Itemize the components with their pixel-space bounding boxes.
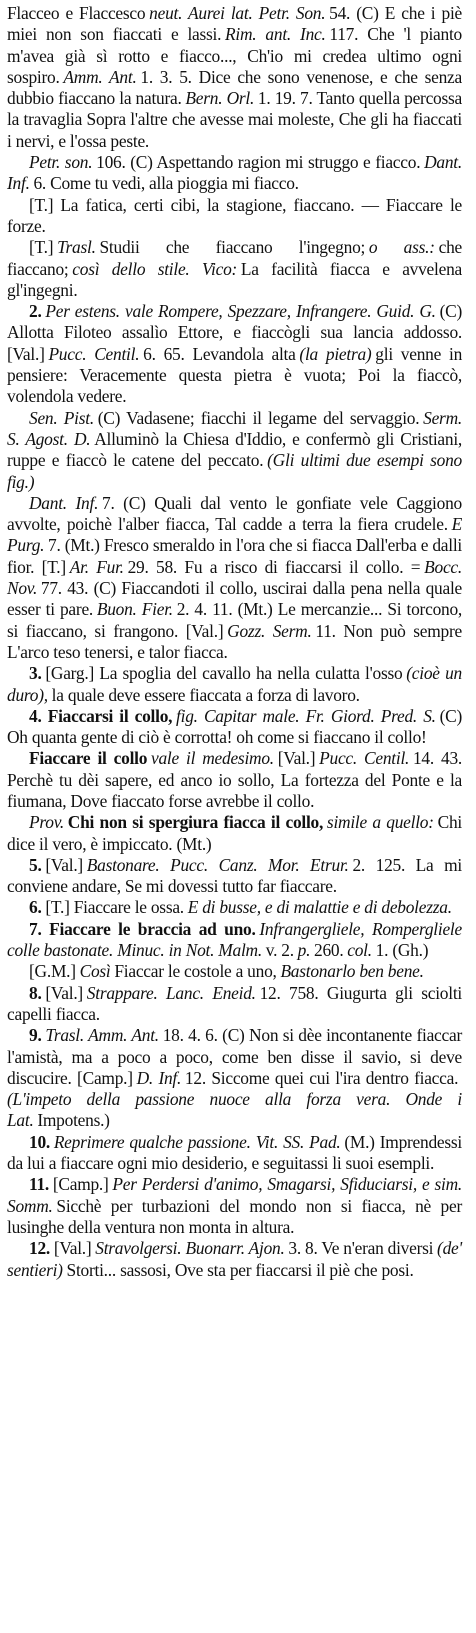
body-text: 1. (Gh.) xyxy=(375,940,429,961)
entry-paragraph xyxy=(7,855,462,898)
italic-text: Prov. xyxy=(29,812,64,833)
italic-text: Gozz. Serm. xyxy=(227,620,312,641)
body-text: 117. Che 'l pianto m'avea già sì rotto e fiacco..., Ch'io mi credea ultimo ogni sospiro. xyxy=(7,24,462,87)
body-text: 12. 758. Giugurta gli sciolti capelli fiacca. xyxy=(7,982,462,1024)
body-text: 2. 4. 11. (Mt.) Le mercanzie... Si torcono, si fiaccano, si frangono. [Val.] xyxy=(7,599,462,641)
italic-text: D. Inf. xyxy=(136,1067,182,1088)
body-text: 77. 43. (C) Fiaccandoti il collo, uscirai dalla pena nella quale esser ti pare. xyxy=(7,578,462,620)
entry-paragraph xyxy=(7,706,462,749)
italic-text: Petr. son. xyxy=(29,152,93,173)
entry-paragraph xyxy=(7,812,462,855)
italic-text: Infrangergliele, Romperglielе colle bastonate. Minuc. in Not. Malm. xyxy=(7,918,462,961)
body-text: 29. 58. Fu a risco di fiaccarsi il collo. = xyxy=(127,556,421,577)
bold-text: 10. xyxy=(29,1131,50,1152)
italic-text: Ar. Fur. xyxy=(69,556,124,577)
italic-text: p. xyxy=(297,940,311,961)
italic-text: (L'impeto della passione nuoce alla forza vera. Onde i Lat. xyxy=(7,1089,462,1131)
body-text: 6. 65. Levandola alta xyxy=(143,343,296,364)
body-text: 14. 43. Perchè tu dèi sapere, ed anco io sollo, La fortezza del Ponte e la fiumana, Dove fiaccato forse avrebbe il collo. xyxy=(7,748,462,811)
italic-text: Reprimere qualche passione. Vit. SS. Pad. xyxy=(53,1131,341,1152)
bold-text: Chi non si spergiura fiacca il collo, xyxy=(67,812,324,833)
body-text: 11. Non può sempre L'arco teso tenersi, e talor fiacca. xyxy=(7,620,463,662)
body-text: [Val.] xyxy=(45,982,83,1003)
bold-text: 3. xyxy=(29,663,42,684)
italic-text: (Gli ultimi due esempi sono fig.) xyxy=(7,450,462,492)
italic-text: Pucc. Centil. xyxy=(48,343,140,364)
italic-text: Per Perdersi d'animo, Smagarsi, Sfiduciarsi, e sim. Somm. xyxy=(7,1174,462,1216)
body-text: [T.] xyxy=(29,237,54,258)
entry-paragraph xyxy=(7,237,462,301)
body-text: 1. 19. 7. Tanto quella percossa la travaglia Sopra l'altre che avesse mai moleste, Che gli ha fiaccati i nervi, e l'ossa peste. xyxy=(7,88,462,151)
bold-text: 9. xyxy=(29,1025,42,1046)
body-text: 3. 8. Ve n'eran diversi xyxy=(288,1238,434,1259)
body-text: 260. xyxy=(314,940,344,961)
body-text: 54. (C) E che i piè miei non son fiaccati e lassi. xyxy=(7,3,462,45)
body-text: Alluminò la Chiesa d'Iddio, e confermò gli Cristiani, ruppe e fiaccò le catene del peccato. xyxy=(7,428,463,471)
italic-text: vale il medesimo. xyxy=(151,748,274,769)
italic-text: Così xyxy=(79,961,111,982)
entry-paragraph xyxy=(7,919,462,962)
body-text: Studii che fiaccano l'ingegno; xyxy=(99,237,366,258)
italic-text: E Purg. xyxy=(7,514,462,556)
body-text: (C) Vadasene; fiacchi il legame del servaggio. xyxy=(97,407,420,428)
bold-text: 2. xyxy=(29,301,42,322)
entry-paragraph xyxy=(7,408,462,493)
bold-text: 8. xyxy=(29,982,42,1003)
italic-text: Bocc. Nov. xyxy=(7,556,462,599)
italic-text: Per estens. vale Rompere, Spezzare, Infrangere. Guid. G. xyxy=(45,301,436,322)
body-text: la quale deve essere fiaccata a forza di lavoro. xyxy=(51,684,360,705)
body-text: (C) Allotta Filoteo assalìo Ettore, e fiaccògli sua lancia addosso. [Val.] xyxy=(7,301,462,364)
bold-text: 5. xyxy=(29,854,42,875)
body-text: 18. 4. 6. (C) Non si dèe incontanente fiaccar l'amistà, ma a poco a poco, come ben disse il savio, si deve discucire. [Camp.] xyxy=(7,1025,462,1088)
body-text: Flacceo e Flaccesco xyxy=(7,3,146,23)
italic-text: fig. Capitar male. Fr. Giord. Pred. S. xyxy=(176,705,436,726)
italic-text: Sen. Pist. xyxy=(29,407,94,428)
italic-text: Strappare. Lanc. Eneid. xyxy=(86,982,256,1003)
italic-text: simile a quello: xyxy=(326,812,434,833)
italic-text: Dant. Inf. xyxy=(7,152,462,194)
body-text: [Val.] xyxy=(45,854,83,875)
italic-text: Stravolgersi. Buonarr. Ajon. xyxy=(95,1238,285,1259)
body-text: 1. 3. 5. Dice che sono venenose, e che senza dubbio fiaccano la natura. xyxy=(7,66,462,109)
body-text: v. 2. xyxy=(265,940,294,961)
entry-paragraph xyxy=(7,748,462,812)
italic-text: Trasl. xyxy=(57,237,96,258)
italic-text: Bastonarlo ben bene. xyxy=(280,961,424,982)
body-text: Chi dice il vero, è impiccato. (Mt.) xyxy=(7,812,462,854)
italic-text: Dant. Inf. xyxy=(29,492,99,513)
body-text: [G.M.] xyxy=(29,961,76,982)
italic-text: Bern. Orl. xyxy=(185,88,255,109)
entry-paragraph xyxy=(7,152,462,195)
body-text: La facilità fiacca e avvelena gl'ingegni. xyxy=(7,258,462,300)
entry-paragraph xyxy=(7,195,462,238)
bold-text: Fiaccare il collo xyxy=(29,748,148,769)
body-text: 2. 125. La mi conviene andare, Se mi dovessi tutto far fiaccare. xyxy=(7,854,462,897)
body-text: [Val.] xyxy=(53,1238,92,1259)
italic-text: Pucc. Centil. xyxy=(319,748,410,769)
bold-text: 12. xyxy=(29,1238,50,1259)
italic-text: Serm. S. Agost. D. xyxy=(7,407,462,449)
italic-text: Bastonare. Pucc. Canz. Mor. Etrur. xyxy=(86,854,349,875)
italic-text: così dello stile. Vico: xyxy=(72,258,238,279)
entry-paragraph xyxy=(7,961,462,982)
entry-paragraph xyxy=(7,1025,462,1131)
italic-text: Buon. Fier. xyxy=(96,599,173,620)
italic-text: (la pietra) xyxy=(299,343,372,364)
body-text: [Val.] xyxy=(277,748,316,769)
body-text: 7. (C) Quali dal vento le gonfiate vele Caggiono avvolte, poichè l'alber fiacca, Tal cadde a terra la fiera crudele. xyxy=(7,492,462,535)
italic-text: o ass.: xyxy=(368,237,435,258)
body-text: [T.] Fiaccare le ossa. xyxy=(45,897,184,918)
entry-paragraph xyxy=(7,897,462,918)
body-text: (C) Oh quanta gente di ciò è corrotta! oh come si fiaccano il collo! xyxy=(7,705,462,748)
body-text: che fiaccano; xyxy=(7,237,462,279)
body-text: Fiaccar le costole a uno, xyxy=(114,961,277,982)
bold-text: 7. Fiaccare le braccia ad uno. xyxy=(29,918,256,939)
italic-text: neut. Aurei lat. Petr. Son. xyxy=(149,3,326,23)
body-text: 106. (C) Aspettando ragion mi struggo e fiacco. xyxy=(96,152,421,173)
body-text: 6. Come tu vedi, alla pioggia mi fiacco. xyxy=(33,173,299,194)
italic-text: (cioè un duro), xyxy=(7,663,462,705)
italic-text: (de' sentieri) xyxy=(7,1238,462,1280)
italic-text: Rim. ant. Inc. xyxy=(225,24,326,45)
body-text: 12. Siccome quei cui l'ira dentro fiacca. xyxy=(184,1067,459,1088)
entry-paragraph xyxy=(7,1174,462,1238)
entry-paragraph xyxy=(7,1132,462,1175)
entry-paragraph xyxy=(7,1238,462,1281)
body-text: [T.] La fatica, certi cibi, la stagione, fiaccano. — Fiaccare le forze. xyxy=(7,194,462,236)
body-text: 7. (Mt.) Fresco smeraldo in l'ora che si fiacca Dall'erba e dalli fior. [T.] xyxy=(7,535,462,577)
entry-paragraph xyxy=(7,3,462,152)
italic-text: E di busse, e di malattie e di debolezza. xyxy=(187,897,452,918)
bold-text: 11. xyxy=(29,1174,50,1195)
entry-paragraph xyxy=(7,663,462,706)
italic-text: Trasl. Amm. Ant. xyxy=(45,1025,159,1046)
bold-text: 6. xyxy=(29,897,42,918)
body-text: gli venne in pensiere: Veracemente questa pietra è vuota; Poi la fiaccò, volendola vedere. xyxy=(7,343,463,407)
entry-paragraph xyxy=(7,301,462,407)
body-text: Impotens.) xyxy=(37,1110,110,1131)
body-text: Storti... sassosi, Ove sta per fiaccarsi il piè che posi. xyxy=(66,1259,414,1280)
body-text: [Garg.] La spoglia del cavallo ha nella culatta l'osso xyxy=(45,663,403,684)
bold-text: 4. Fiaccarsi il collo, xyxy=(29,705,173,726)
italic-text: col. xyxy=(347,940,372,961)
entry-paragraph xyxy=(7,983,462,1026)
body-text: (M.) Imprendessi da lui a fiaccare ogni mio desiderio, e seguitassi li suoi esempli. xyxy=(7,1131,462,1174)
body-text: [Camp.] xyxy=(52,1174,109,1195)
entry-paragraph xyxy=(7,493,462,663)
italic-text: Amm. Ant. xyxy=(63,66,137,87)
body-text: Sicchè per turbazioni del mondo non si fiacca, nè per lusinghe della ventura non monta in altura. xyxy=(7,1195,462,1237)
